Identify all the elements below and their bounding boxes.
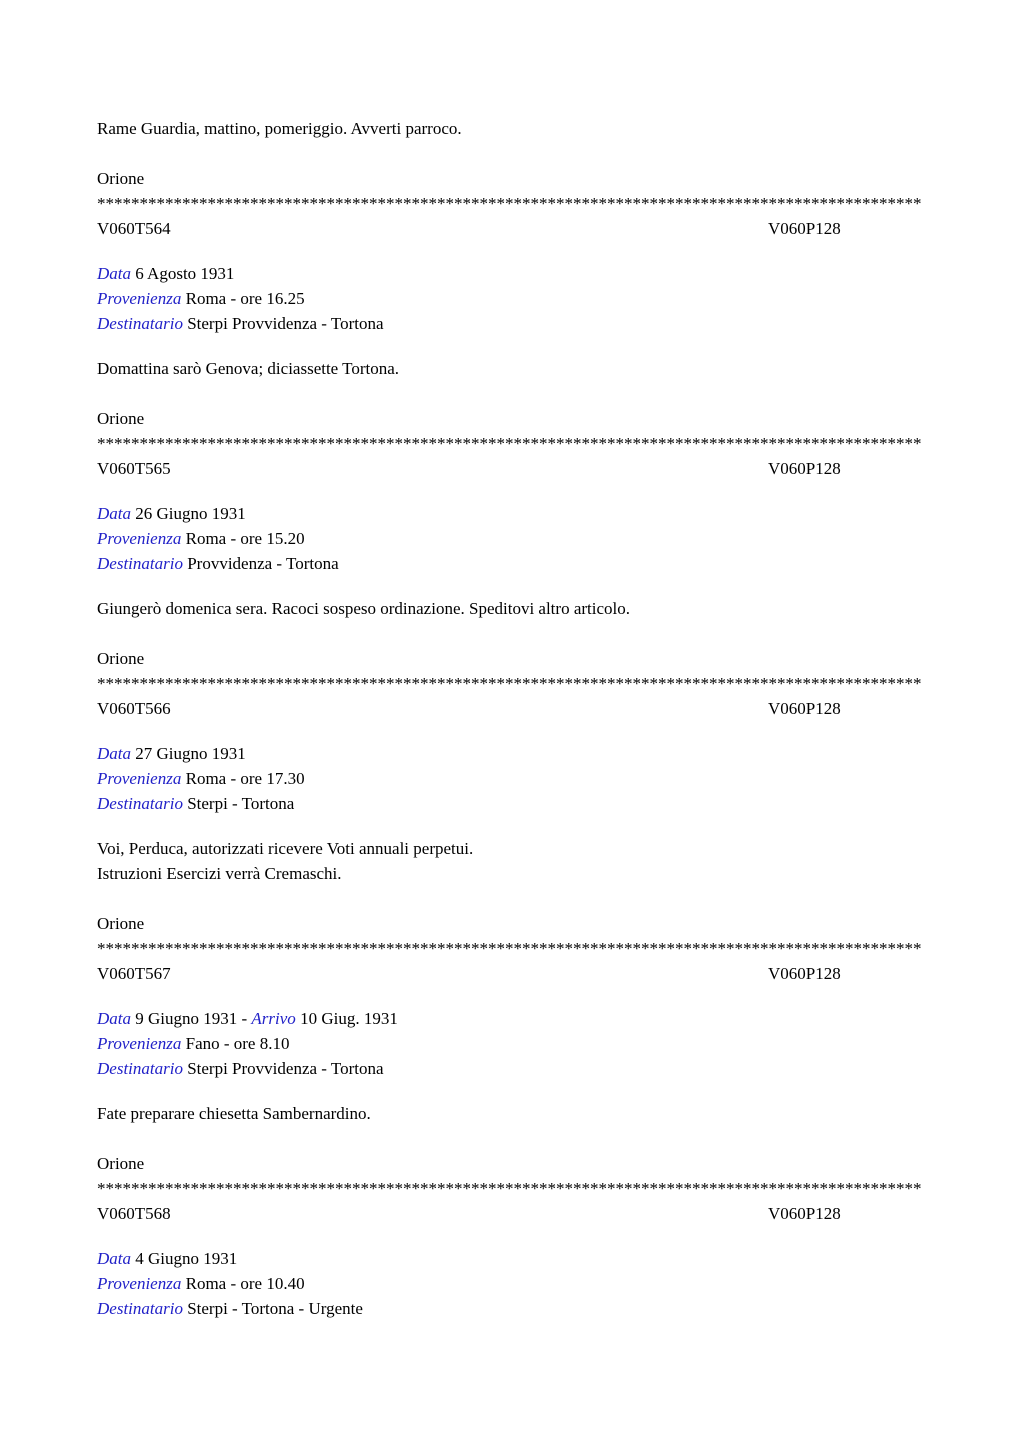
field-label: Data (97, 264, 131, 283)
field-label: Destinatario (97, 314, 183, 333)
message-line: Voi, Perduca, autorizzati ricevere Voti annuali perpetui. (97, 839, 474, 858)
telegram-message (97, 356, 924, 381)
field-line (97, 1296, 924, 1321)
field-value: Provvidenza - Tortona (182, 554, 339, 573)
telegram-code: V060T564 (97, 219, 171, 238)
field-label: Data (97, 1009, 131, 1028)
telegram-code: V060T568 (97, 1204, 171, 1223)
separator-line: ************************************************************************************************* (97, 674, 922, 693)
record-header (97, 456, 924, 481)
field-line (97, 311, 924, 336)
field-label: Provenienza (97, 769, 182, 788)
field-value: 9 Giugno 1931 - (131, 1009, 252, 1028)
field-label: Destinatario (97, 1059, 183, 1078)
telegram-code: V060T567 (97, 964, 171, 983)
field-value: Roma - ore 17.30 (181, 769, 305, 788)
field-line (97, 501, 924, 526)
field-label: Data (97, 1249, 131, 1268)
telegram-record (97, 936, 924, 1176)
field-line (97, 261, 924, 286)
record-header (97, 696, 924, 721)
field-value: Sterpi - Tortona (182, 794, 295, 813)
telegram-fields (97, 501, 924, 576)
field-line (97, 1246, 924, 1271)
field-value: Sterpi Provvidenza - Tortona (182, 314, 384, 333)
signature: Orione (97, 649, 145, 668)
field-label: Provenienza (97, 1274, 182, 1293)
page-code: V060P128 (768, 1204, 841, 1223)
telegram-fields (97, 261, 924, 336)
field-value: Roma - ore 16.25 (181, 289, 305, 308)
telegram-code: V060T566 (97, 699, 171, 718)
field-line (97, 766, 924, 791)
field-label: Provenienza (97, 289, 182, 308)
signature: Orione (97, 914, 145, 933)
field-value: Roma - ore 15.20 (181, 529, 305, 548)
field-value: Fano - ore 8.10 (181, 1034, 290, 1053)
field-label: Destinatario (97, 794, 183, 813)
field-value: 10 Giug. 1931 (295, 1009, 398, 1028)
field-line (97, 1056, 924, 1081)
record-header (97, 216, 924, 241)
page-code: V060P128 (768, 699, 841, 718)
separator-line: ************************************************************************************************* (97, 194, 922, 213)
separator-line: ************************************************************************************************* (97, 1179, 922, 1198)
signature: Orione (97, 1154, 145, 1173)
telegram-message (97, 836, 924, 886)
signature: Orione (97, 169, 145, 188)
page-code: V060P128 (768, 964, 841, 983)
telegram-code: V060T565 (97, 459, 171, 478)
telegram-records-list (97, 191, 924, 1321)
field-label: Data (97, 744, 131, 763)
field-line (97, 286, 924, 311)
field-label: Arrivo (251, 1009, 296, 1028)
field-label: Provenienza (97, 529, 182, 548)
telegram-record (97, 671, 924, 936)
telegram-fields (97, 1246, 924, 1321)
field-value: 26 Giugno 1931 (131, 504, 246, 523)
field-value: 6 Agosto 1931 (131, 264, 235, 283)
field-value: Sterpi - Tortona - Urgente (182, 1299, 363, 1318)
message-line: Rame Guardia, mattino, pomeriggio. Avverti parroco. (97, 119, 462, 138)
separator-line: ************************************************************************************************* (97, 939, 922, 958)
telegram-message (97, 1101, 924, 1126)
record-header (97, 1201, 924, 1226)
record-header (97, 961, 924, 986)
field-line (97, 1271, 924, 1296)
field-line (97, 791, 924, 816)
telegram-fields (97, 1006, 924, 1081)
separator-line: ************************************************************************************************* (97, 434, 922, 453)
field-label: Destinatario (97, 554, 183, 573)
telegram-record (97, 191, 924, 431)
message-line: Fate preparare chiesetta Sambernardino. (97, 1104, 371, 1123)
intro-message (97, 116, 924, 141)
field-line (97, 526, 924, 551)
field-value: Roma - ore 10.40 (181, 1274, 305, 1293)
message-line: Giungerò domenica sera. Racoci sospeso ordinazione. Speditovi altro articolo. (97, 599, 630, 618)
signature: Orione (97, 409, 145, 428)
field-label: Provenienza (97, 1034, 182, 1053)
message-line: Domattina sarò Genova; diciassette Tortona. (97, 359, 400, 378)
field-line (97, 741, 924, 766)
field-value: 27 Giugno 1931 (131, 744, 246, 763)
telegram-record (97, 1176, 924, 1321)
page-code: V060P128 (768, 459, 841, 478)
field-label: Destinatario (97, 1299, 183, 1318)
field-value: 4 Giugno 1931 (131, 1249, 238, 1268)
message-line: Istruzioni Esercizi verrà Cremaschi. (97, 864, 342, 883)
field-value: Sterpi Provvidenza - Tortona (182, 1059, 384, 1078)
field-line (97, 1006, 924, 1031)
field-label: Data (97, 504, 131, 523)
telegram-fields (97, 741, 924, 816)
field-line (97, 1031, 924, 1056)
page-code: V060P128 (768, 219, 841, 238)
field-line (97, 551, 924, 576)
telegram-record (97, 431, 924, 671)
telegram-message (97, 596, 924, 621)
